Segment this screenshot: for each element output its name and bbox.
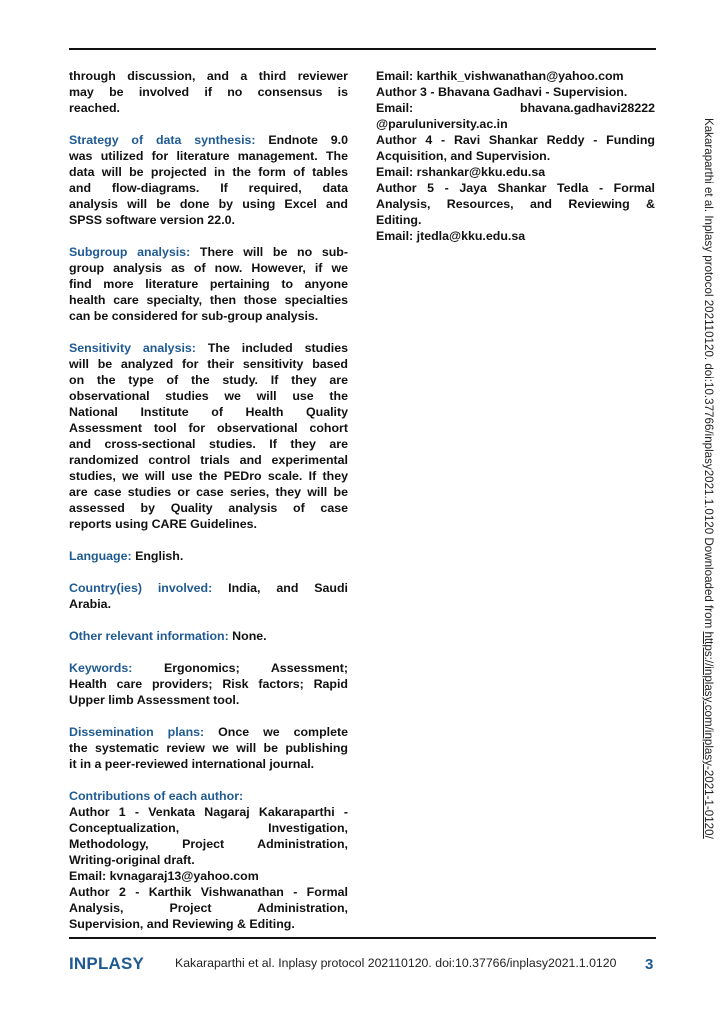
bottom-rule: [69, 937, 656, 939]
text-line: data will be projected in the form of tables: [69, 165, 348, 179]
dissemination-heading: Dissemination plans:: [69, 725, 205, 739]
page-number: 3: [645, 956, 654, 973]
text-line: Methodology, Project Administration,: [69, 837, 348, 851]
author-email: Email: rshankar@kku.edu.sa: [376, 165, 546, 179]
countries-section: [69, 580, 348, 612]
text-line: studies, we will use the PEDro scale. If they: [69, 469, 348, 483]
text-line: and flow-diagrams. If required, data: [69, 181, 348, 195]
text-line: Supervision, and Reviewing & Editing.: [69, 917, 295, 931]
left-column: [69, 68, 348, 932]
text-line: will be analyzed for their sensitivity based: [69, 357, 348, 371]
text-line: Conceptualization, Investigation,: [69, 821, 348, 835]
reviewer-continuation: [69, 68, 348, 116]
language-heading: Language:: [69, 549, 132, 563]
other-info-value: None.: [228, 629, 267, 643]
strategy-section: [69, 132, 348, 228]
text-line: Editing.: [376, 213, 422, 227]
text-line: Endnote 9.0: [255, 133, 348, 147]
subgroup-section: [69, 244, 348, 324]
download-link[interactable]: https://inplasy.com/inplasy-2021-1-0120/: [702, 631, 715, 839]
text-line: was utilized for literature management. The: [69, 149, 348, 163]
author-email: Email: karthik_vishwanathan@yahoo.com: [376, 69, 624, 83]
other-info-heading: Other relevant information:: [69, 629, 229, 643]
contributions-section: [69, 788, 348, 932]
text-line: Author 2 - Karthik Vishwanathan - Formal: [69, 885, 348, 899]
text-line: Author 3 - Bhavana Gadhavi - Supervision.: [376, 85, 628, 99]
contributions-heading: Contributions of each author:: [69, 789, 244, 803]
text-line: may be involved if no consensus is: [69, 85, 348, 99]
sensitivity-heading: Sensitivity analysis:: [69, 341, 196, 355]
text-line: Author 5 - Jaya Shankar Tedla - Formal: [376, 181, 655, 195]
text-line: on the type of the study. If they are: [69, 373, 348, 387]
author-email: Email: kvnagaraj13@yahoo.com: [69, 869, 259, 883]
language-section: [69, 548, 348, 564]
text-line: India, and Saudi: [212, 581, 348, 595]
text-line: Author 4 - Ravi Shankar Reddy - Funding: [376, 133, 655, 147]
right-column: [376, 68, 655, 244]
text-line: observational studies we will use the: [69, 389, 348, 403]
text-line: Health care providers; Risk factors; Rapid: [69, 677, 348, 691]
language-value: English.: [131, 549, 184, 563]
top-rule: [69, 48, 656, 50]
text-line: Ergonomics; Assessment;: [132, 661, 348, 675]
strategy-heading: Strategy of data synthesis:: [69, 133, 256, 147]
text-line: through discussion, and a third reviewer: [69, 69, 348, 83]
text-line: Once we complete: [204, 725, 348, 739]
text-line: There will be no sub-: [190, 245, 348, 259]
keywords-heading: Keywords:: [69, 661, 133, 675]
text-line: can be considered for sub-group analysis.: [69, 309, 319, 323]
author-email: Email: bhavana.gadhavi28222: [376, 101, 655, 115]
keywords-section: [69, 660, 348, 708]
side-note-text: Kakaraparthi et al. Inplasy protocol 202110120. doi:10.37766/inplasy2021.1.0120 Downloaded from: [702, 118, 715, 632]
text-line: Author 1 - Venkata Nagaraj Kakaraparthi -: [69, 805, 348, 819]
contributions-continuation: [376, 68, 655, 244]
text-line: health care specialty, then those specialties: [69, 293, 348, 307]
text-line: it in a peer-reviewed international journal.: [69, 757, 315, 771]
text-line: Assessment tool for observational cohort: [69, 421, 348, 435]
author-email: Email: jtedla@kku.edu.sa: [376, 229, 526, 243]
text-line: SPSS software version 22.0.: [69, 213, 235, 227]
text-line: reached.: [69, 101, 120, 115]
subgroup-heading: Subgroup analysis:: [69, 245, 191, 259]
countries-heading: Country(ies) involved:: [69, 581, 213, 595]
text-line: Arabia.: [69, 597, 112, 611]
other-info-section: [69, 628, 348, 644]
author-email: @paruluniversity.ac.in: [376, 117, 508, 131]
text-line: find more literature pertaining to anyone: [69, 277, 348, 291]
text-line: Writing-original draft.: [69, 853, 195, 867]
dissemination-section: [69, 724, 348, 772]
sensitivity-section: [69, 340, 348, 532]
text-line: Analysis, Resources, and Reviewing &: [376, 197, 655, 211]
journal-brand: INPLASY: [69, 954, 145, 973]
download-side-note: [702, 118, 715, 839]
text-line: group analysis as of now. However, if we: [69, 261, 348, 275]
text-line: analysis will be done by using Excel and: [69, 197, 348, 211]
text-line: the systematic review we will be publishing: [69, 741, 348, 755]
text-line: randomized control trials and experimental: [69, 453, 348, 467]
text-line: The included studies: [195, 341, 348, 355]
text-line: are case studies or case series, they will be: [69, 485, 348, 499]
text-line: Acquisition, and Supervision.: [376, 149, 551, 163]
text-line: National Institute of Health Quality: [69, 405, 348, 419]
text-line: and cross-sectional studies. If they are: [69, 437, 348, 451]
text-line: Analysis, Project Administration,: [69, 901, 348, 915]
text-line: Upper limb Assessment tool.: [69, 693, 240, 707]
text-line: reports using CARE Guidelines.: [69, 517, 257, 531]
footer-citation: Kakaraparthi et al. Inplasy protocol 202110120. doi:10.37766/inplasy2021.1.0120: [175, 956, 617, 970]
text-line: assessed by Quality analysis of case: [69, 501, 348, 515]
